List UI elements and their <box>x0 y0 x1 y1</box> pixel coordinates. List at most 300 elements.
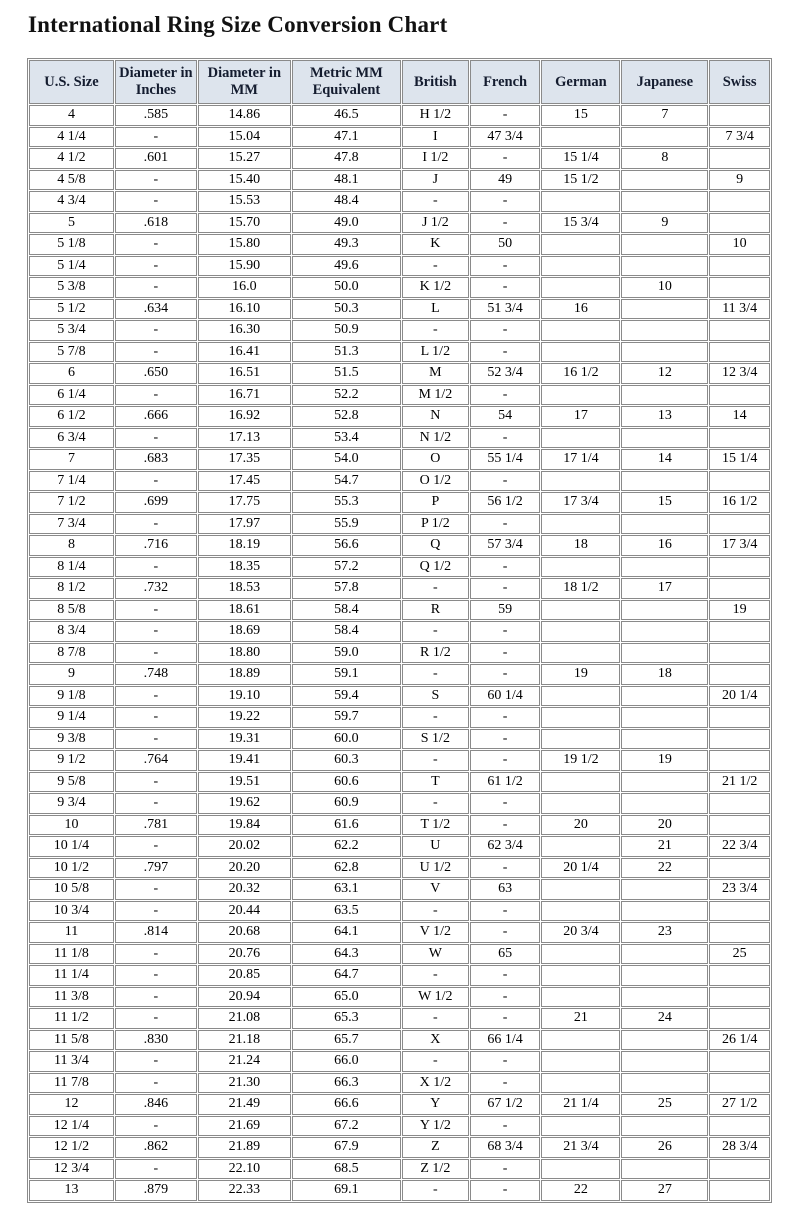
cell-german: 18 <box>541 535 620 556</box>
cell-japanese <box>621 621 708 642</box>
cell-japanese <box>621 901 708 922</box>
cell-german: 18 1/2 <box>541 578 620 599</box>
cell-german: 19 <box>541 664 620 685</box>
cell-u-s-size: 7 <box>29 449 114 470</box>
cell-british: L <box>402 299 469 320</box>
table-row <box>29 1030 770 1051</box>
cell-french: - <box>470 320 541 341</box>
cell-diameter-in-inches: .650 <box>115 363 197 384</box>
cell-french: - <box>470 922 541 943</box>
cell-swiss: 10 <box>709 234 770 255</box>
cell-diameter-in-mm: 21.24 <box>198 1051 291 1072</box>
cell-french: - <box>470 664 541 685</box>
cell-french: 65 <box>470 944 541 965</box>
cell-british: J <box>402 170 469 191</box>
cell-diameter-in-mm: 21.08 <box>198 1008 291 1029</box>
cell-metric-mm-equivalent: 50.0 <box>292 277 401 298</box>
cell-diameter-in-inches: - <box>115 793 197 814</box>
cell-british: X 1/2 <box>402 1073 469 1094</box>
cell-diameter-in-inches: - <box>115 1051 197 1072</box>
cell-metric-mm-equivalent: 65.0 <box>292 987 401 1008</box>
cell-japanese: 26 <box>621 1137 708 1158</box>
cell-japanese <box>621 342 708 363</box>
cell-metric-mm-equivalent: 52.8 <box>292 406 401 427</box>
cell-french: 47 3/4 <box>470 127 541 148</box>
cell-japanese: 17 <box>621 578 708 599</box>
cell-german: 16 <box>541 299 620 320</box>
cell-swiss <box>709 965 770 986</box>
cell-diameter-in-mm: 19.84 <box>198 815 291 836</box>
cell-diameter-in-inches: .830 <box>115 1030 197 1051</box>
cell-japanese <box>621 557 708 578</box>
cell-diameter-in-inches: .699 <box>115 492 197 513</box>
cell-japanese <box>621 471 708 492</box>
cell-japanese: 21 <box>621 836 708 857</box>
cell-german: 15 1/2 <box>541 170 620 191</box>
cell-japanese <box>621 686 708 707</box>
cell-german: 21 1/4 <box>541 1094 620 1115</box>
cell-french: 63 <box>470 879 541 900</box>
cell-german <box>541 901 620 922</box>
cell-french: - <box>470 428 541 449</box>
column-header-british: British <box>402 60 469 104</box>
cell-japanese <box>621 428 708 449</box>
column-header-french: French <box>470 60 541 104</box>
cell-french: 59 <box>470 600 541 621</box>
cell-japanese <box>621 965 708 986</box>
cell-diameter-in-mm: 15.27 <box>198 148 291 169</box>
cell-diameter-in-inches: .634 <box>115 299 197 320</box>
cell-british: U 1/2 <box>402 858 469 879</box>
table-row <box>29 234 770 255</box>
cell-diameter-in-inches: .716 <box>115 535 197 556</box>
cell-french: - <box>470 256 541 277</box>
cell-british: - <box>402 578 469 599</box>
cell-swiss <box>709 1073 770 1094</box>
cell-british: K <box>402 234 469 255</box>
cell-diameter-in-mm: 20.02 <box>198 836 291 857</box>
cell-swiss <box>709 148 770 169</box>
cell-diameter-in-mm: 21.89 <box>198 1137 291 1158</box>
cell-diameter-in-inches: - <box>115 320 197 341</box>
cell-swiss <box>709 578 770 599</box>
cell-diameter-in-mm: 19.51 <box>198 772 291 793</box>
table-row <box>29 535 770 556</box>
cell-japanese: 23 <box>621 922 708 943</box>
cell-japanese: 27 <box>621 1180 708 1201</box>
cell-japanese: 22 <box>621 858 708 879</box>
cell-diameter-in-mm: 18.19 <box>198 535 291 556</box>
cell-japanese: 12 <box>621 363 708 384</box>
cell-u-s-size: 10 5/8 <box>29 879 114 900</box>
table-row <box>29 987 770 1008</box>
cell-german <box>541 1159 620 1180</box>
cell-german <box>541 836 620 857</box>
cell-swiss: 15 1/4 <box>709 449 770 470</box>
cell-german: 17 3/4 <box>541 492 620 513</box>
cell-swiss <box>709 621 770 642</box>
cell-british: R 1/2 <box>402 643 469 664</box>
cell-french: 67 1/2 <box>470 1094 541 1115</box>
cell-british: I 1/2 <box>402 148 469 169</box>
cell-french: - <box>470 815 541 836</box>
cell-metric-mm-equivalent: 59.4 <box>292 686 401 707</box>
cell-japanese: 10 <box>621 277 708 298</box>
cell-u-s-size: 8 3/4 <box>29 621 114 642</box>
cell-swiss <box>709 213 770 234</box>
cell-french: - <box>470 750 541 771</box>
cell-u-s-size: 6 <box>29 363 114 384</box>
cell-metric-mm-equivalent: 49.0 <box>292 213 401 234</box>
cell-french: 66 1/4 <box>470 1030 541 1051</box>
cell-swiss: 23 3/4 <box>709 879 770 900</box>
cell-japanese <box>621 1116 708 1137</box>
cell-u-s-size: 6 1/2 <box>29 406 114 427</box>
cell-metric-mm-equivalent: 53.4 <box>292 428 401 449</box>
cell-metric-mm-equivalent: 64.7 <box>292 965 401 986</box>
cell-u-s-size: 5 7/8 <box>29 342 114 363</box>
cell-german: 22 <box>541 1180 620 1201</box>
cell-metric-mm-equivalent: 57.2 <box>292 557 401 578</box>
cell-german: 16 1/2 <box>541 363 620 384</box>
cell-metric-mm-equivalent: 55.3 <box>292 492 401 513</box>
cell-u-s-size: 11 7/8 <box>29 1073 114 1094</box>
cell-british: - <box>402 750 469 771</box>
cell-diameter-in-mm: 19.31 <box>198 729 291 750</box>
cell-diameter-in-inches: - <box>115 965 197 986</box>
cell-diameter-in-inches: - <box>115 277 197 298</box>
cell-swiss <box>709 342 770 363</box>
cell-british: - <box>402 256 469 277</box>
cell-japanese <box>621 256 708 277</box>
cell-diameter-in-inches: - <box>115 879 197 900</box>
cell-metric-mm-equivalent: 66.0 <box>292 1051 401 1072</box>
cell-japanese <box>621 320 708 341</box>
cell-british: O <box>402 449 469 470</box>
cell-swiss <box>709 557 770 578</box>
cell-japanese: 8 <box>621 148 708 169</box>
cell-british: - <box>402 621 469 642</box>
cell-german <box>541 256 620 277</box>
cell-diameter-in-mm: 15.80 <box>198 234 291 255</box>
cell-metric-mm-equivalent: 66.6 <box>292 1094 401 1115</box>
cell-french: 52 3/4 <box>470 363 541 384</box>
cell-german: 20 1/4 <box>541 858 620 879</box>
table-row <box>29 213 770 234</box>
cell-japanese <box>621 385 708 406</box>
cell-british: - <box>402 793 469 814</box>
cell-metric-mm-equivalent: 63.5 <box>292 901 401 922</box>
cell-french: - <box>470 621 541 642</box>
cell-u-s-size: 4 <box>29 105 114 126</box>
table-row <box>29 836 770 857</box>
column-header-swiss: Swiss <box>709 60 770 104</box>
cell-swiss: 17 3/4 <box>709 535 770 556</box>
cell-swiss <box>709 707 770 728</box>
cell-french: 68 3/4 <box>470 1137 541 1158</box>
cell-german: 17 <box>541 406 620 427</box>
cell-u-s-size: 12 1/2 <box>29 1137 114 1158</box>
cell-british: T <box>402 772 469 793</box>
table-row <box>29 514 770 535</box>
cell-japanese <box>621 1030 708 1051</box>
cell-metric-mm-equivalent: 47.1 <box>292 127 401 148</box>
cell-french: - <box>470 1051 541 1072</box>
cell-u-s-size: 12 3/4 <box>29 1159 114 1180</box>
cell-british: O 1/2 <box>402 471 469 492</box>
cell-british: S 1/2 <box>402 729 469 750</box>
cell-u-s-size: 4 3/4 <box>29 191 114 212</box>
cell-french: - <box>470 191 541 212</box>
cell-british: V 1/2 <box>402 922 469 943</box>
cell-japanese: 7 <box>621 105 708 126</box>
cell-german <box>541 707 620 728</box>
cell-diameter-in-mm: 19.41 <box>198 750 291 771</box>
cell-british: J 1/2 <box>402 213 469 234</box>
cell-french: - <box>470 385 541 406</box>
table-row <box>29 815 770 836</box>
cell-u-s-size: 9 1/2 <box>29 750 114 771</box>
cell-swiss: 20 1/4 <box>709 686 770 707</box>
header-row <box>29 60 770 104</box>
cell-diameter-in-inches: - <box>115 191 197 212</box>
cell-metric-mm-equivalent: 65.7 <box>292 1030 401 1051</box>
cell-french: 51 3/4 <box>470 299 541 320</box>
cell-british: - <box>402 320 469 341</box>
cell-diameter-in-inches: - <box>115 428 197 449</box>
cell-japanese <box>621 514 708 535</box>
cell-diameter-in-inches: - <box>115 1073 197 1094</box>
cell-japanese: 18 <box>621 664 708 685</box>
cell-british: M <box>402 363 469 384</box>
cell-diameter-in-mm: 16.51 <box>198 363 291 384</box>
cell-metric-mm-equivalent: 62.8 <box>292 858 401 879</box>
cell-swiss <box>709 105 770 126</box>
cell-swiss <box>709 514 770 535</box>
cell-diameter-in-inches: - <box>115 234 197 255</box>
cell-swiss <box>709 320 770 341</box>
cell-british: N <box>402 406 469 427</box>
cell-diameter-in-mm: 21.30 <box>198 1073 291 1094</box>
cell-diameter-in-inches: - <box>115 772 197 793</box>
cell-diameter-in-inches: .814 <box>115 922 197 943</box>
cell-british: W <box>402 944 469 965</box>
cell-german <box>541 793 620 814</box>
cell-diameter-in-inches: - <box>115 621 197 642</box>
cell-diameter-in-mm: 15.53 <box>198 191 291 212</box>
cell-french: 49 <box>470 170 541 191</box>
cell-diameter-in-inches: - <box>115 471 197 492</box>
cell-japanese: 13 <box>621 406 708 427</box>
cell-diameter-in-mm: 18.80 <box>198 643 291 664</box>
cell-diameter-in-mm: 16.92 <box>198 406 291 427</box>
table-header <box>29 60 770 104</box>
cell-japanese <box>621 170 708 191</box>
cell-metric-mm-equivalent: 62.2 <box>292 836 401 857</box>
cell-u-s-size: 7 1/4 <box>29 471 114 492</box>
cell-german: 15 <box>541 105 620 126</box>
cell-british: K 1/2 <box>402 277 469 298</box>
cell-metric-mm-equivalent: 48.1 <box>292 170 401 191</box>
table-row <box>29 793 770 814</box>
cell-japanese <box>621 1159 708 1180</box>
cell-swiss <box>709 1008 770 1029</box>
cell-u-s-size: 9 3/8 <box>29 729 114 750</box>
cell-french: - <box>470 557 541 578</box>
cell-swiss <box>709 1180 770 1201</box>
cell-german <box>541 277 620 298</box>
cell-u-s-size: 8 5/8 <box>29 600 114 621</box>
table-row <box>29 105 770 126</box>
cell-german <box>541 965 620 986</box>
cell-french: - <box>470 707 541 728</box>
cell-diameter-in-inches: - <box>115 729 197 750</box>
cell-french: - <box>470 1180 541 1201</box>
cell-japanese <box>621 600 708 621</box>
table-row <box>29 492 770 513</box>
table-row <box>29 191 770 212</box>
cell-diameter-in-mm: 17.97 <box>198 514 291 535</box>
cell-u-s-size: 5 1/8 <box>29 234 114 255</box>
cell-diameter-in-mm: 16.71 <box>198 385 291 406</box>
cell-metric-mm-equivalent: 68.5 <box>292 1159 401 1180</box>
cell-diameter-in-inches: .618 <box>115 213 197 234</box>
table-row <box>29 127 770 148</box>
cell-diameter-in-mm: 19.22 <box>198 707 291 728</box>
cell-diameter-in-inches: - <box>115 1008 197 1029</box>
cell-u-s-size: 4 5/8 <box>29 170 114 191</box>
cell-british: - <box>402 1008 469 1029</box>
cell-german <box>541 987 620 1008</box>
table-row <box>29 428 770 449</box>
table-row <box>29 277 770 298</box>
cell-british: - <box>402 664 469 685</box>
cell-german <box>541 643 620 664</box>
table-row <box>29 578 770 599</box>
cell-metric-mm-equivalent: 69.1 <box>292 1180 401 1201</box>
cell-british: L 1/2 <box>402 342 469 363</box>
cell-french: 60 1/4 <box>470 686 541 707</box>
cell-swiss: 9 <box>709 170 770 191</box>
table-row <box>29 406 770 427</box>
cell-diameter-in-inches: - <box>115 170 197 191</box>
cell-german <box>541 621 620 642</box>
cell-diameter-in-mm: 17.75 <box>198 492 291 513</box>
cell-british: - <box>402 191 469 212</box>
table-row <box>29 170 770 191</box>
cell-swiss <box>709 1051 770 1072</box>
cell-metric-mm-equivalent: 47.8 <box>292 148 401 169</box>
cell-german: 15 1/4 <box>541 148 620 169</box>
cell-diameter-in-inches: - <box>115 342 197 363</box>
cell-u-s-size: 9 3/4 <box>29 793 114 814</box>
cell-swiss: 27 1/2 <box>709 1094 770 1115</box>
cell-diameter-in-inches: - <box>115 707 197 728</box>
cell-metric-mm-equivalent: 60.6 <box>292 772 401 793</box>
cell-swiss: 12 3/4 <box>709 363 770 384</box>
cell-diameter-in-mm: 15.40 <box>198 170 291 191</box>
cell-japanese: 24 <box>621 1008 708 1029</box>
table-row <box>29 1159 770 1180</box>
cell-french: - <box>470 643 541 664</box>
cell-metric-mm-equivalent: 64.1 <box>292 922 401 943</box>
table-row <box>29 707 770 728</box>
cell-japanese: 14 <box>621 449 708 470</box>
cell-diameter-in-inches: - <box>115 643 197 664</box>
cell-diameter-in-mm: 19.62 <box>198 793 291 814</box>
cell-u-s-size: 10 1/4 <box>29 836 114 857</box>
cell-u-s-size: 6 1/4 <box>29 385 114 406</box>
table-row <box>29 1008 770 1029</box>
cell-diameter-in-mm: 21.49 <box>198 1094 291 1115</box>
cell-swiss: 28 3/4 <box>709 1137 770 1158</box>
cell-japanese <box>621 1073 708 1094</box>
cell-u-s-size: 12 <box>29 1094 114 1115</box>
ring-size-conversion-table <box>27 58 772 1203</box>
cell-german <box>541 729 620 750</box>
cell-british: Z 1/2 <box>402 1159 469 1180</box>
cell-british: S <box>402 686 469 707</box>
cell-diameter-in-inches: .797 <box>115 858 197 879</box>
table-row <box>29 643 770 664</box>
table-row <box>29 342 770 363</box>
cell-german <box>541 600 620 621</box>
cell-french: - <box>470 1159 541 1180</box>
cell-french: - <box>470 987 541 1008</box>
cell-metric-mm-equivalent: 46.5 <box>292 105 401 126</box>
cell-metric-mm-equivalent: 63.1 <box>292 879 401 900</box>
cell-metric-mm-equivalent: 49.3 <box>292 234 401 255</box>
cell-diameter-in-mm: 14.86 <box>198 105 291 126</box>
cell-diameter-in-mm: 16.41 <box>198 342 291 363</box>
cell-diameter-in-inches: - <box>115 987 197 1008</box>
table-row <box>29 1137 770 1158</box>
cell-diameter-in-mm: 18.53 <box>198 578 291 599</box>
cell-diameter-in-mm: 18.89 <box>198 664 291 685</box>
cell-german <box>541 342 620 363</box>
cell-japanese: 20 <box>621 815 708 836</box>
cell-u-s-size: 9 1/8 <box>29 686 114 707</box>
cell-diameter-in-mm: 18.61 <box>198 600 291 621</box>
cell-french: 55 1/4 <box>470 449 541 470</box>
table-body <box>29 105 770 1201</box>
cell-swiss <box>709 815 770 836</box>
cell-metric-mm-equivalent: 61.6 <box>292 815 401 836</box>
cell-swiss: 7 3/4 <box>709 127 770 148</box>
cell-u-s-size: 5 3/4 <box>29 320 114 341</box>
cell-british: V <box>402 879 469 900</box>
cell-u-s-size: 11 3/4 <box>29 1051 114 1072</box>
cell-german: 21 3/4 <box>541 1137 620 1158</box>
cell-u-s-size: 11 1/4 <box>29 965 114 986</box>
cell-british: X <box>402 1030 469 1051</box>
cell-metric-mm-equivalent: 56.6 <box>292 535 401 556</box>
cell-u-s-size: 9 5/8 <box>29 772 114 793</box>
cell-diameter-in-mm: 15.90 <box>198 256 291 277</box>
cell-swiss <box>709 858 770 879</box>
cell-japanese <box>621 127 708 148</box>
cell-diameter-in-inches: .781 <box>115 815 197 836</box>
cell-diameter-in-mm: 18.35 <box>198 557 291 578</box>
cell-french: 54 <box>470 406 541 427</box>
cell-metric-mm-equivalent: 67.2 <box>292 1116 401 1137</box>
table-row <box>29 922 770 943</box>
cell-u-s-size: 9 1/4 <box>29 707 114 728</box>
cell-swiss <box>709 277 770 298</box>
cell-japanese <box>621 191 708 212</box>
cell-diameter-in-inches: .846 <box>115 1094 197 1115</box>
cell-french: - <box>470 965 541 986</box>
